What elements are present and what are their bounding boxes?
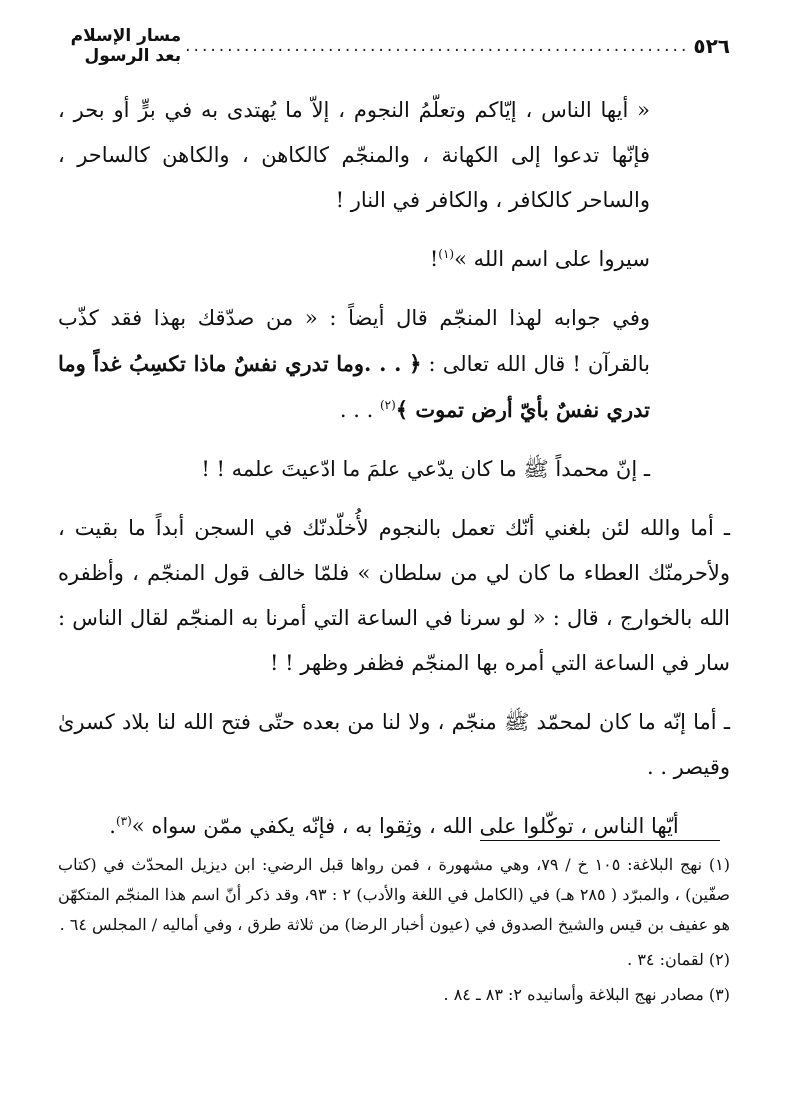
paragraph-6: ـ أما إنّه ما كان لمحمّد ﷺ منجّم ، ولا لنا من بعده حتّى فتح الله لنا بلاد كسرىٰ وقيصر . . (58, 710, 730, 779)
paragraph-3-end: . . . (339, 398, 374, 422)
footnote-2: (٢) لقمان: ٣٤ . (627, 950, 730, 969)
paragraph-1-text: « أيها الناس ، إيّاكم وتعلّمُ النجوم ، إلاّ ما يُهتدى به في برٍّ أو بحر ، فإنّها تدعوا إلى الكهانة ، والمنجّم كالكاهن ، والكاهن كالساحر ، والساحر كالكافر ، والكافر في النار ! (58, 98, 650, 212)
header-leader-dots: ............................................................ (185, 36, 690, 56)
main-text (58, 88, 730, 863)
paragraph-1 (58, 88, 730, 223)
paragraph-5: ـ أما والله لئن بلغني أنّك تعمل بالنجوم لأُخلّدنّك في السجن أبداً ما بقيت ، ولأحرمنّك العطاء ما كان لي من سلطان » فلمّا خالف قول المنجّم ، وأظفره الله بالخوارج ، قال : « لو سرنا في الساعة التي أمرنا به المنجّم لقال الناس : سار في الساعة التي أمره بها المنجّم فظفر وظهر ! ! (58, 516, 730, 675)
paragraph-3 (58, 296, 730, 433)
page-number: ٥٢٦ (693, 34, 730, 58)
footnote-ref-3: (٣) (115, 814, 132, 828)
paragraph-3-text: وفي جوابه لهذا المنجّم قال أيضاً : « من صدّقك بهذا فقد كذّب بالقرآن ! قال الله تعالى : (58, 306, 650, 376)
footnote-divider (480, 840, 720, 841)
paragraph-7 (58, 804, 730, 849)
paragraph-7-text: أيّها الناس ، توكّلوا على الله ، وثِقوا به ، فإنّه يكفي ممّن سواه » (131, 814, 679, 838)
quran-quote: ﴿ . . .وما تدري نفسٌ ماذا تكسِبُ غداً وما تدري نفسٌ بأيّ أرض تموت ﴾ (58, 351, 650, 422)
paragraph-2-text: سيروا على اسم الله » (454, 247, 650, 271)
paragraph-2-end: ! (429, 247, 439, 271)
paragraph-7-end: . (109, 814, 116, 838)
footnotes (58, 850, 730, 1015)
running-title: مسار الإسلام بعد الرسول (70, 26, 182, 66)
paragraph-4: ـ إنّ محمداً ﷺ ما كان يدّعي علمَ ما ادّعيتَ علمه ! ! (201, 457, 650, 481)
footnote-1: (١) نهج البلاغة: ١٠٥ خ / ٧٩، وهي مشهورة ، فمن رواها قبل الرضي: ابن ديزيل المحدّث في (كتاب صفّين) ، والمبرّد ( ٢٨٥ هـ) في (الكامل في اللغة والأدب) ٢ : ٩٣، وقد ذكر أنّ اسم هذا المنجّم المتكهّن هو عفيف بن قيس والشيخ الصدوق في (عيون أخبار الرضا) من ثلاثة طرق ، وفي أماليه / المجلس ٦٤ . (58, 855, 731, 934)
page-header (60, 26, 730, 66)
footnote-ref-2: (٢) (379, 398, 396, 412)
footnote-ref-1: (١) (438, 247, 455, 261)
footnote-3: (٣) مصادر نهج البلاغة وأسانيده ٢: ٨٣ ـ ٨٤ . (443, 985, 730, 1004)
paragraph-2 (58, 237, 730, 282)
